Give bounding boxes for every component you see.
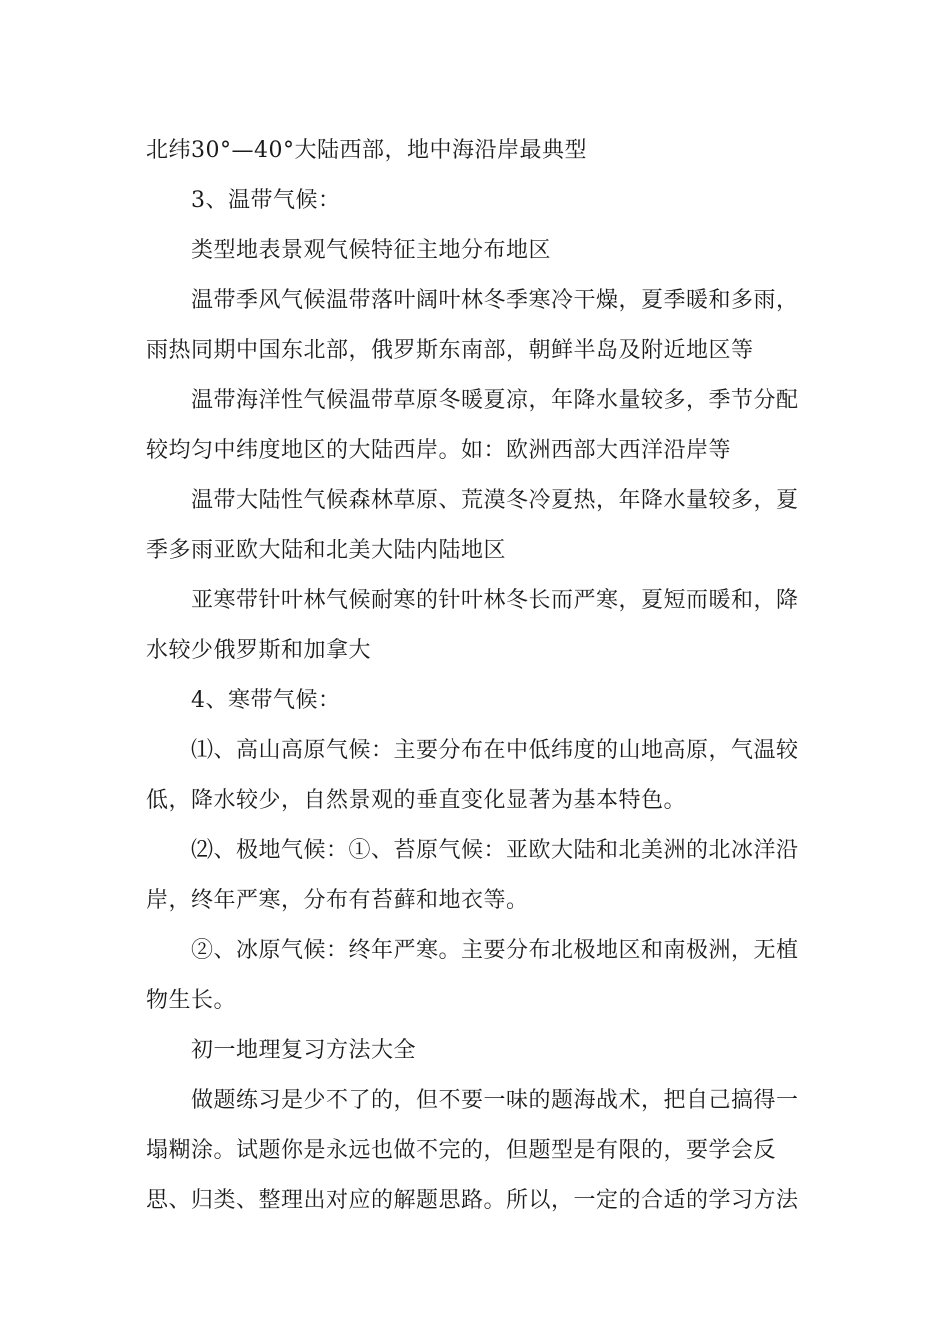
text-line: 温带季风气候温带落叶阔叶林冬季寒冷干燥，夏季暖和多雨， xyxy=(191,288,799,313)
text-line: 较均匀中纬度地区的大陆西岸。如：欧洲西部大西洋沿岸等 xyxy=(146,438,732,463)
section-title: 初一地理复习方法大全 xyxy=(191,1038,417,1063)
text-line: 物生长。 xyxy=(146,988,237,1013)
text-line: 北纬30°—40°大陆西部，地中海沿岸最典型 xyxy=(146,138,587,163)
text-line: 做题练习是少不了的，但不要一味的题海战术，把自己搞得一 xyxy=(191,1088,799,1113)
text-line: 水较少俄罗斯和加拿大 xyxy=(146,638,372,663)
heading-temperate-climate: 3、温带气候： xyxy=(191,188,341,213)
text-line: ②、冰原气候：终年严寒。主要分布北极地区和南极洲，无植 xyxy=(191,938,799,963)
text-line: 塌糊涂。试题你是永远也做不完的，但题型是有限的，要学会反 xyxy=(146,1138,777,1163)
text-line: 岸，终年严寒，分布有苔藓和地衣等。 xyxy=(146,888,529,913)
text-line: 雨热同期中国东北部，俄罗斯东南部，朝鲜半岛及附近地区等 xyxy=(146,338,754,363)
text-line: 温带海洋性气候温带草原冬暖夏凉，年降水量较多，季节分配 xyxy=(191,388,799,413)
table-header-line: 类型地表景观气候特征主地分布地区 xyxy=(191,238,552,263)
text-line: ⑵、极地气候：①、苔原气候：亚欧大陆和北美洲的北冰洋沿 xyxy=(191,838,799,863)
heading-frigid-climate: 4、寒带气候： xyxy=(191,688,341,713)
text-line: 季多雨亚欧大陆和北美大陆内陆地区 xyxy=(146,538,507,563)
text-line: 低，降水较少，自然景观的垂直变化显著为基本特色。 xyxy=(146,788,687,813)
text-line: 亚寒带针叶林气候耐寒的针叶林冬长而严寒，夏短而暖和，降 xyxy=(191,588,799,613)
text-line: ⑴、高山高原气候：主要分布在中低纬度的山地高原，气温较 xyxy=(191,738,799,763)
text-line: 思、归类、整理出对应的解题思路。所以，一定的合适的学习方法 xyxy=(146,1188,799,1213)
text-line: 温带大陆性气候森林草原、荒漠冬冷夏热，年降水量较多，夏 xyxy=(191,488,799,513)
